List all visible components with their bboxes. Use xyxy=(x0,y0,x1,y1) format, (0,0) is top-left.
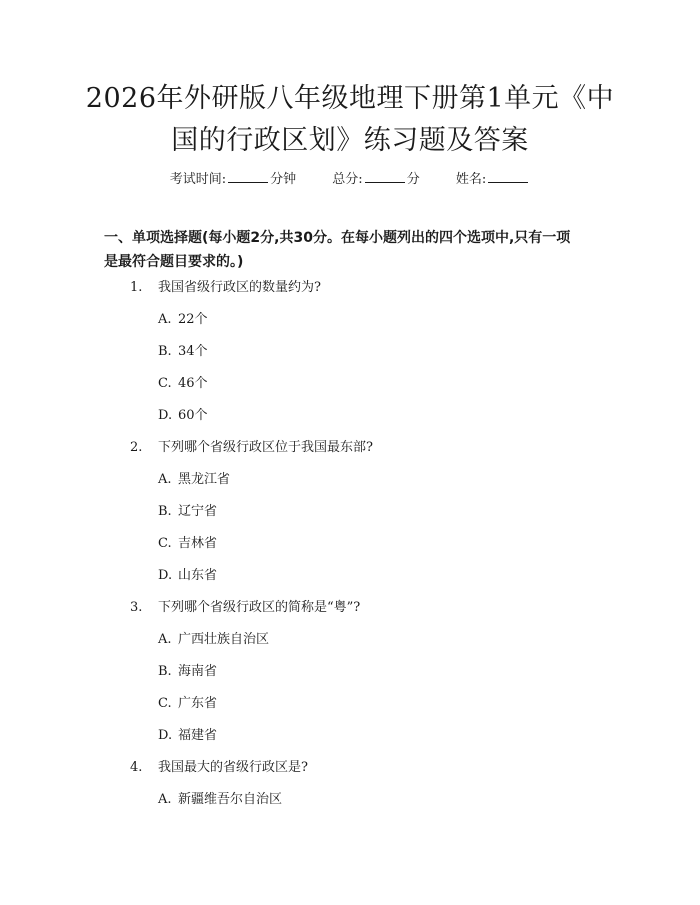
option-letter: D. xyxy=(158,728,173,743)
option-letter: A. xyxy=(158,792,172,807)
option-text: 辽宁省 xyxy=(178,504,218,519)
answer-option xyxy=(0,406,700,438)
question-text: 我国省级行政区的数量约为? xyxy=(158,280,321,295)
option-text: 黑龙江省 xyxy=(178,472,231,487)
question-number: 4. xyxy=(130,760,143,775)
question-text: 下列哪个省级行政区的简称是“粤”? xyxy=(158,600,361,615)
question-item xyxy=(0,598,700,758)
total-score-unit: 分 xyxy=(406,172,420,187)
question-item xyxy=(0,758,700,822)
option-letter: B. xyxy=(158,664,172,679)
option-text: 吉林省 xyxy=(178,536,218,551)
option-text: 山东省 xyxy=(178,568,218,583)
student-name-label: 姓名: xyxy=(455,172,487,187)
exam-time-unit: 分钟 xyxy=(270,172,297,187)
question-stem xyxy=(0,438,700,470)
option-text: 广东省 xyxy=(178,696,218,711)
answer-option xyxy=(0,630,700,662)
option-letter: B. xyxy=(158,504,172,519)
question-number: 2. xyxy=(130,440,143,455)
exam-time-field xyxy=(170,172,301,187)
total-score-field xyxy=(332,172,424,187)
student-name-blank xyxy=(488,168,528,183)
total-score-label: 总分: xyxy=(332,172,363,187)
question-stem xyxy=(0,278,700,310)
question-list xyxy=(0,278,700,822)
option-text: 福建省 xyxy=(178,728,218,743)
exam-time-blank xyxy=(228,168,268,183)
answer-option xyxy=(0,502,700,534)
page-title xyxy=(80,78,620,162)
option-letter: A. xyxy=(158,312,172,327)
answer-option xyxy=(0,790,700,822)
answer-option xyxy=(0,694,700,726)
question-text: 我国最大的省级行政区是? xyxy=(158,760,308,775)
student-name-field xyxy=(456,172,530,187)
question-item xyxy=(0,438,700,598)
title-line-1: 2026年外研版八年级地理下册第1单元《中 xyxy=(85,83,615,114)
option-letter: B. xyxy=(158,344,172,359)
option-text: 广西壮族自治区 xyxy=(178,632,270,647)
answer-option xyxy=(0,310,700,342)
option-letter: C. xyxy=(158,696,172,711)
option-letter: C. xyxy=(158,376,172,391)
title-line-2: 国的行政区划》练习题及答案 xyxy=(171,125,529,156)
exam-time-label: 考试时间: xyxy=(169,172,227,187)
exam-info-bar xyxy=(0,168,700,190)
question-stem xyxy=(0,758,700,790)
question-number: 1. xyxy=(130,280,143,295)
question-number: 3. xyxy=(130,600,143,615)
answer-option xyxy=(0,342,700,374)
total-score-blank xyxy=(365,168,405,183)
answer-option xyxy=(0,566,700,598)
answer-option xyxy=(0,726,700,758)
question-stem xyxy=(0,598,700,630)
option-letter: D. xyxy=(158,408,173,423)
option-text: 60个 xyxy=(178,408,208,423)
answer-option xyxy=(0,662,700,694)
option-letter: D. xyxy=(158,568,173,583)
section-heading-line-2: 是最符合题目要求的。) xyxy=(104,254,244,270)
option-text: 34个 xyxy=(178,344,208,359)
option-letter: A. xyxy=(158,472,172,487)
answer-option xyxy=(0,470,700,502)
option-text: 22个 xyxy=(178,312,208,327)
option-text: 46个 xyxy=(178,376,208,391)
answer-option xyxy=(0,534,700,566)
option-text: 新疆维吾尔自治区 xyxy=(178,792,283,807)
section-heading xyxy=(104,226,604,274)
question-item xyxy=(0,278,700,438)
answer-option xyxy=(0,374,700,406)
option-text: 海南省 xyxy=(178,664,218,679)
section-heading-line-1: 一、单项选择题(每小题2分,共30分。在每小题列出的四个选项中,只有一项 xyxy=(104,230,571,246)
option-letter: C. xyxy=(158,536,172,551)
question-text: 下列哪个省级行政区位于我国最东部? xyxy=(158,440,373,455)
option-letter: A. xyxy=(158,632,172,647)
